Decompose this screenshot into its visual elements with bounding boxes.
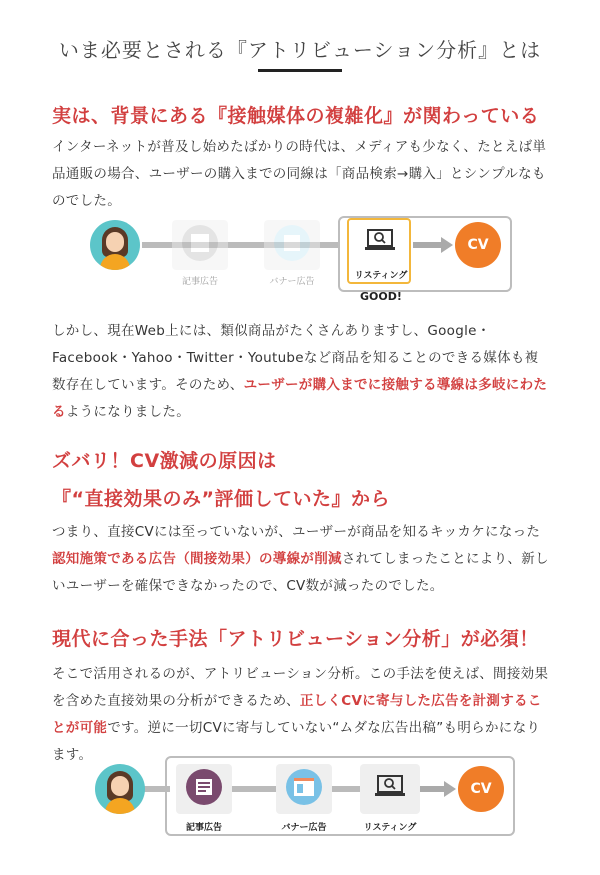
article-ad-label: 記事広告 — [185, 823, 222, 833]
article-ad-icon — [172, 220, 228, 270]
arrow-head-icon — [444, 781, 456, 797]
section1-intro: インターネットが普及し始めたばかりの時代は、メディアも少なく、たとえば単品通販の場合、ユーザーの購入までの同線は「商品検索→購入」とシンプルなものでした。 — [52, 139, 547, 209]
page-title: いま必要とされる『アトリビューション分析』とは — [58, 38, 542, 62]
banner-ad-icon — [264, 220, 320, 270]
section2-body-highlight: 認知施策である広告（間接効果）の導線が削減 — [52, 551, 342, 567]
banner-ad-icon — [276, 764, 332, 814]
cv-badge: CV — [455, 222, 501, 268]
arrow-line — [420, 786, 446, 792]
title-underline — [258, 69, 342, 72]
cv-badge: CV — [458, 766, 504, 812]
section1-heading: 実は、背景にある『接触媒体の複雑化』が関わっている — [52, 105, 540, 127]
listing-highlight — [347, 218, 411, 284]
listing-ad-label: リスティング — [363, 823, 417, 833]
section2-body — [52, 519, 552, 600]
user-avatar-icon — [90, 220, 140, 270]
arrow-head-icon — [441, 237, 453, 253]
section3-body-highlight: 正しくCVに寄与した広告を計測することが可能 — [52, 693, 542, 736]
article-ad-icon — [176, 764, 232, 814]
section1-body-text: しかし、現在Web上には、類似商品がたくさんありますし、Google・Facebook・Yahoo・Twitter・Youtubeなど商品を知ることのできる媒体も複数存在しています。そのため、 — [52, 323, 539, 393]
connector-line — [330, 786, 360, 792]
section2-heading-line1: ズバリ！CV激減の原因は — [52, 450, 277, 472]
listing-ad-label: リスティング — [354, 271, 408, 281]
journey-diagram-simple — [0, 212, 600, 307]
arrow-line — [413, 242, 443, 248]
connector-line — [230, 786, 278, 792]
section2-body-text-end: されてしまったことにより、新しいユーザーを確保できなかったので、CV数が減ったのでした。 — [52, 551, 549, 594]
section1-body — [52, 318, 552, 426]
listing-ad-icon — [375, 774, 405, 800]
banner-ad-label: バナー広告 — [269, 277, 315, 287]
banner-ad-label: バナー広告 — [281, 823, 327, 833]
listing-ad-icon — [365, 228, 395, 254]
section3-body-text: そこで活用されるのが、アトリビューション分析。この手法を使えば、間接効果を含めた直接効果の分析ができるため、 — [52, 666, 549, 709]
article-ad-label: 記事広告 — [181, 277, 218, 287]
section3-heading: 現代に合った手法「アトリビューション分析」が必須！ — [52, 628, 539, 650]
section3-body-text-end: です。逆に一切CVに寄与していない“ムダな広告出稿”も明らかになります。 — [52, 720, 541, 763]
section2-heading-line2: 『“直接効果のみ”評価していた』から — [52, 488, 390, 510]
journey-diagram-attribution — [0, 752, 600, 847]
section1-body-text-end: ようになりました。 — [65, 404, 191, 420]
listing-tile — [360, 764, 420, 814]
connector-line — [142, 786, 170, 792]
user-avatar-icon — [95, 764, 145, 814]
section2-body-text: つまり、直接CVには至っていないが、ユーザーが商品を知るキッカケになった — [52, 524, 541, 540]
good-label: GOOD! — [360, 290, 402, 303]
section1-body-highlight: ユーザーが購入までに接触する導線は多岐にわたる — [52, 377, 548, 420]
